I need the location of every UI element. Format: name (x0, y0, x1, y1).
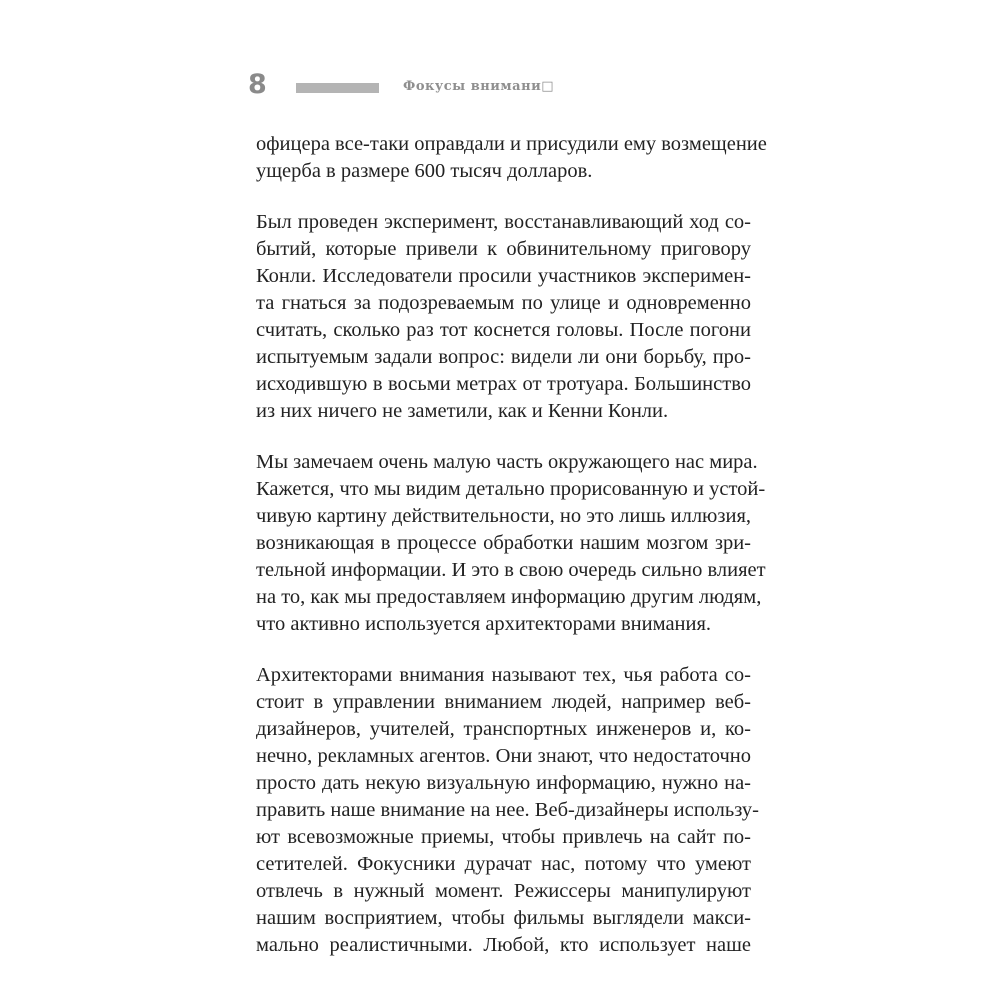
paragraph-1 (256, 131, 767, 185)
text-line: нашим восприятием, чтобы фильмы выглядели макси- (256, 907, 751, 929)
text-line: сетителей. Фокусники дурачат нас, потому что умеют (256, 853, 751, 875)
header-rule (296, 83, 379, 93)
text-line: Конли. Исследователи просили участников эксперимен- (256, 265, 751, 287)
chapter-title: Фокусы внимани□ (403, 79, 555, 94)
text-line: нечно, рекламных агентов. Они знают, что недостаточно (256, 745, 751, 767)
text-line: мально реалистичными. Любой, кто использует наше (256, 934, 751, 956)
text-line: ют всевозможные приемы, чтобы привлечь на сайт по- (256, 826, 751, 848)
text-line: возникающая в процессе обработки нашим мозгом зри- (256, 532, 751, 554)
text-line: что активно используется архитекторами внимания. (256, 613, 712, 635)
text-line: из них ничего не заметили, как и Кенни Конли. (256, 400, 669, 422)
text-line: считать, сколько раз тот коснется головы. После погони (256, 319, 751, 341)
text-line: просто дать некую визуальную информацию, нужно на- (256, 772, 751, 794)
paragraph-4 (256, 662, 759, 959)
text-line: тельной информации. И это в свою очередь сильно влияет (256, 559, 766, 581)
text-line: править наше внимание на нее. Веб-дизайнеры использу- (256, 799, 759, 821)
text-line: чивую картину действительности, но это лишь иллюзия, (256, 505, 751, 527)
text-line: ущерба в размере 600 тысяч долларов. (256, 160, 593, 182)
text-line: Был проведен эксперимент, восстанавливающий ход со- (256, 211, 751, 233)
text-line: Кажется, что мы видим детально прорисованную и устой- (256, 478, 766, 500)
text-line: исходившую в восьми метрах от тротуара. Большинство (256, 373, 751, 395)
text-line: отвлечь в нужный момент. Режиссеры манипулируют (256, 880, 751, 902)
text-line: испытуемым задали вопрос: видели ли они борьбу, про- (256, 346, 751, 368)
text-line: на то, как мы предоставляем информацию другим людям, (256, 586, 762, 608)
running-head (248, 68, 748, 108)
body-text (256, 131, 767, 983)
text-line: бытий, которые привели к обвинительному приговору (256, 238, 751, 260)
paragraph-3 (256, 449, 766, 638)
text-line: Мы замечаем очень малую часть окружающего нас мира. (256, 451, 758, 473)
text-line: офицера все-таки оправдали и присудили ему возмещение (256, 133, 767, 155)
paragraph-2 (256, 209, 751, 425)
text-line: та гнаться за подозреваемым по улице и одновременно (256, 292, 751, 314)
text-line: стоит в управлении вниманием людей, например веб- (256, 691, 751, 713)
text-line: Архитекторами внимания называют тех, чья работа со- (256, 664, 751, 686)
text-line: дизайнеров, учителей, транспортных инженеров и, ко- (256, 718, 751, 740)
page-number: 8 (248, 69, 267, 100)
